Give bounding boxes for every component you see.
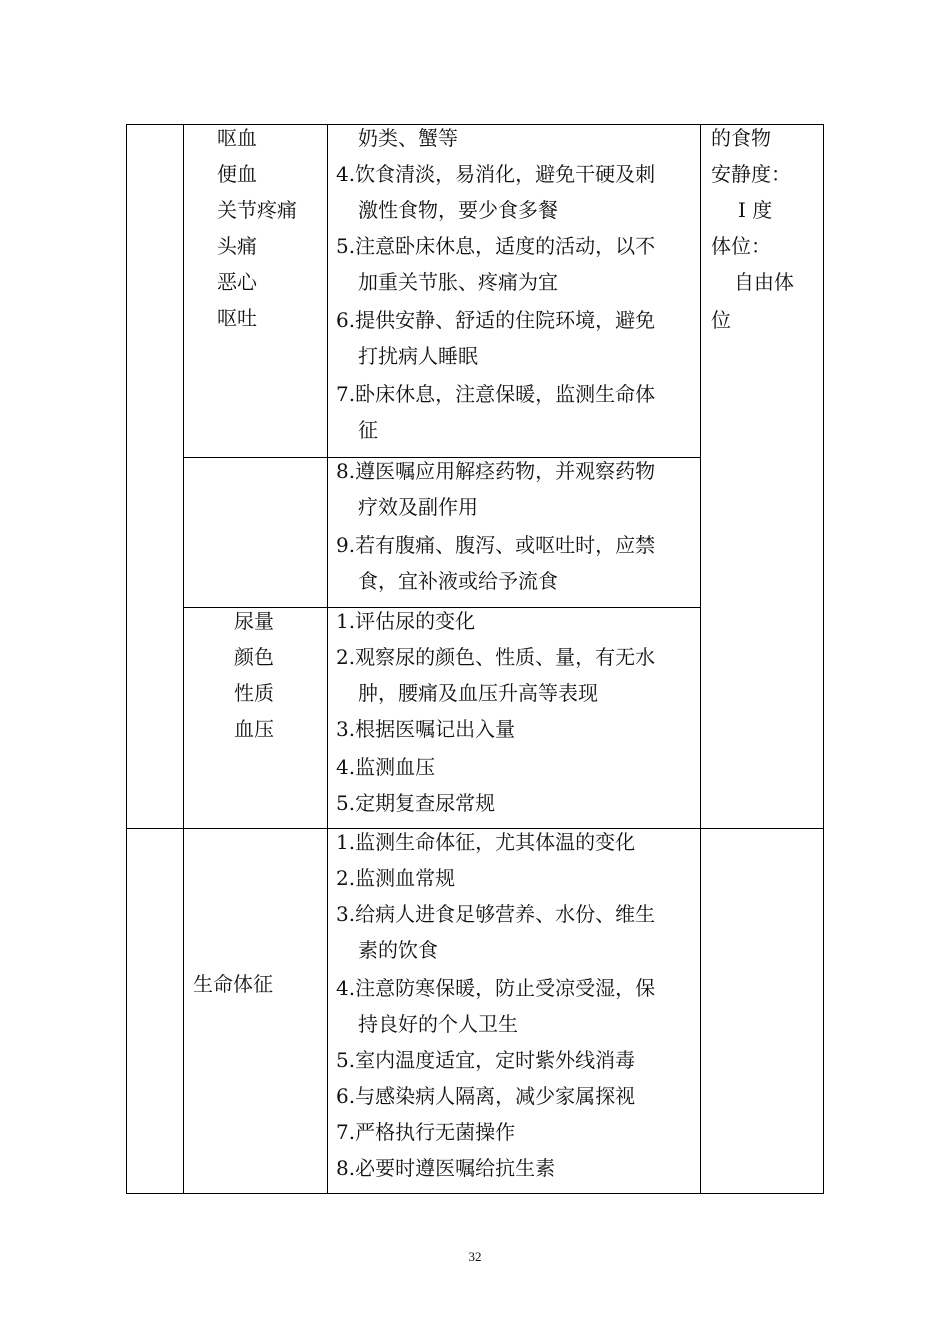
measure-line: 疗效及副作用 [358, 495, 478, 519]
measure-line: 7.严格执行无菌操作 [336, 1120, 516, 1144]
symptom-cell: 颜色 [234, 645, 274, 669]
symptom-cell: 尿量 [234, 609, 274, 633]
symptom-cell: 呕吐 [217, 306, 257, 330]
measure-line: 4.监测血压 [336, 755, 436, 779]
measure-line: 6.提供安静、舒适的住院环境，避免 [336, 308, 656, 332]
table-right-border [823, 124, 824, 1194]
symptom-cell: 便血 [217, 162, 257, 186]
measure-line: 激性食物，要少食多餐 [358, 198, 558, 222]
note-cell: 安静度： [711, 162, 791, 186]
measure-line: 5.注意卧床休息，适度的活动，以不 [336, 234, 656, 258]
measure-line: 5.定期复查尿常规 [336, 791, 496, 815]
measure-line: 素的饮食 [358, 938, 438, 962]
note-cell: 自由体 [734, 270, 794, 294]
section-divider [126, 828, 824, 829]
symptom-cell: 血压 [234, 717, 274, 741]
page-number: 32 [468, 1249, 482, 1264]
measure-line: 8.遵医嘱应用解痉药物，并观察药物 [336, 459, 656, 483]
measure-line: 5.室内温度适宜，定时紫外线消毒 [336, 1048, 636, 1072]
symptom-cell: 性质 [234, 681, 274, 705]
symptom-cell: 关节疼痛 [217, 198, 297, 222]
symptom-cell: 恶心 [217, 270, 257, 294]
note-cell: 位 [711, 308, 731, 332]
measure-line: 食，宜补液或给予流食 [358, 569, 558, 593]
measure-line: 2.监测血常规 [336, 866, 456, 890]
measure-line: 奶类、蟹等 [358, 126, 458, 150]
table-bottom-border [126, 1193, 824, 1194]
note-cell: 体位： [711, 234, 771, 258]
symptom-cell: 头痛 [217, 234, 257, 258]
column-divider [700, 124, 701, 1194]
row-divider [183, 457, 701, 458]
measure-line: 4.饮食清淡，易消化，避免干硬及刺 [336, 162, 656, 186]
measure-line: 加重关节胀、疼痛为宜 [358, 270, 558, 294]
measure-line: 9.若有腹痛、腹泻、或呕吐时，应禁 [336, 533, 656, 557]
table-top-border [126, 124, 824, 125]
measure-line: 2.观察尿的颜色、性质、量，有无水 [336, 645, 656, 669]
measure-line: 7.卧床休息，注意保暖，监测生命体 [336, 382, 656, 406]
measure-line: 6.与感染病人隔离，减少家属探视 [336, 1084, 636, 1108]
measure-line: 征 [358, 418, 378, 442]
note-cell: Ⅰ 度 [738, 198, 773, 222]
measure-line: 肿，腰痛及血压升高等表现 [358, 681, 598, 705]
measure-line: 持良好的个人卫生 [358, 1012, 518, 1036]
measure-line: 3.给病人进食足够营养、水份、维生 [336, 902, 656, 926]
column-divider [183, 124, 184, 1194]
measure-line: 4.注意防寒保暖，防止受凉受湿，保 [336, 976, 656, 1000]
measure-line: 打扰病人睡眠 [358, 344, 478, 368]
measure-line: 1.评估尿的变化 [336, 609, 476, 633]
note-cell: 的食物 [711, 126, 771, 150]
measure-line: 8.必要时遵医嘱给抗生素 [336, 1156, 556, 1180]
symptom-cell: 呕血 [217, 126, 257, 150]
measure-line: 3.根据医嘱记出入量 [336, 717, 516, 741]
column-divider [327, 124, 328, 1194]
row-divider [183, 607, 701, 608]
table-left-border [126, 124, 127, 1194]
measure-line: 1.监测生命体征，尤其体温的变化 [336, 830, 636, 854]
symptom-cell: 生命体征 [193, 972, 273, 996]
